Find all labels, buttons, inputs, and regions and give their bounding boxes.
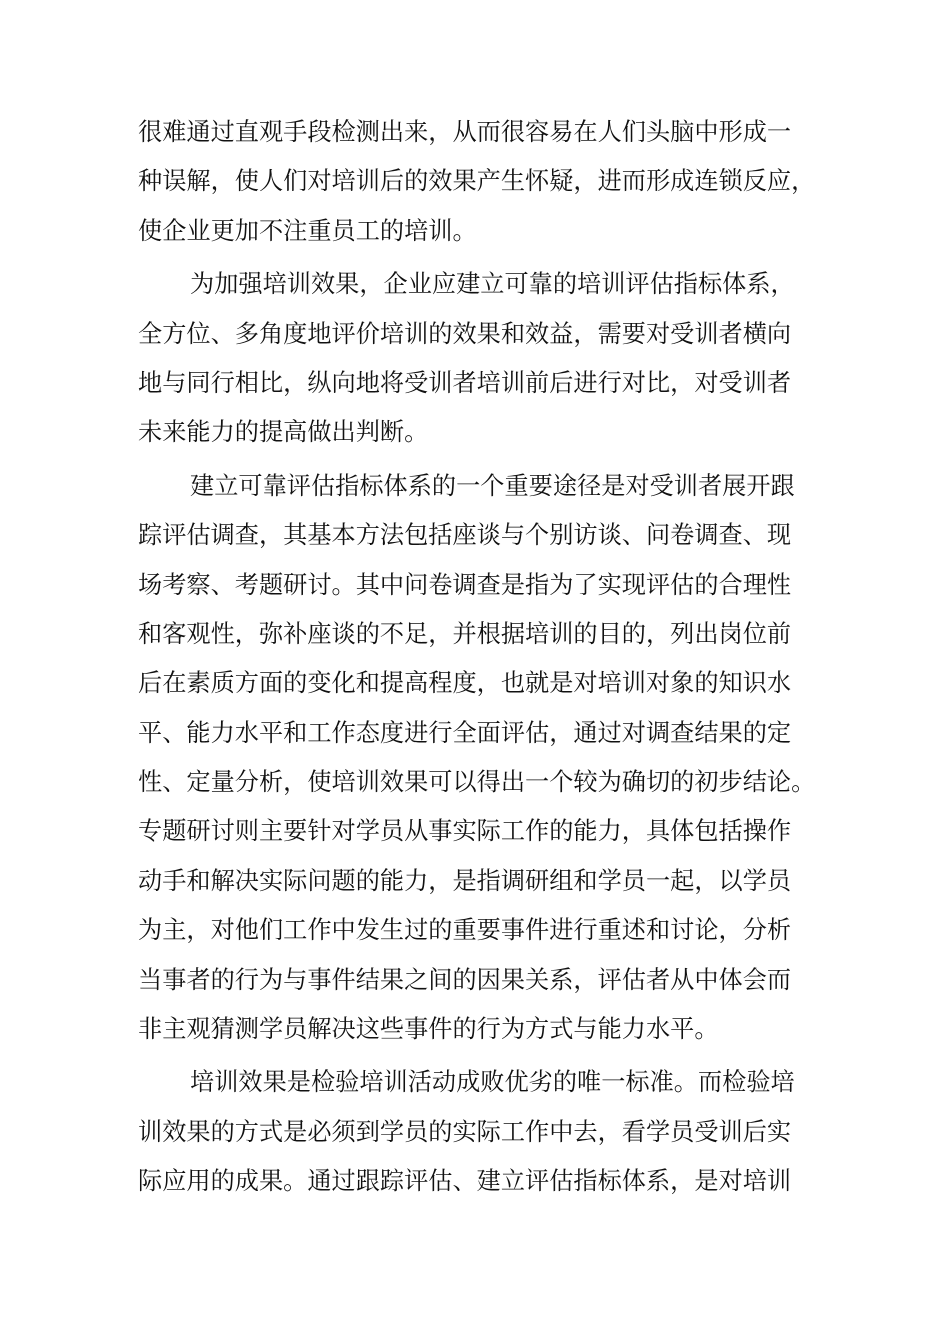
text-line: 踪评估调查，其基本方法包括座谈与个别访谈、问卷调查、现	[138, 521, 792, 550]
text-line: 平、能力水平和工作态度进行全面评估，通过对调查结果的定	[138, 718, 792, 747]
paragraph-first-line: 培训效果是检验培训活动成败优劣的唯一标准。而检验培	[190, 1068, 795, 1097]
text-line: 使企业更加不注重员工的培训。	[138, 216, 477, 245]
paragraph-first-line: 为加强培训效果，企业应建立可靠的培训评估指标体系，	[190, 270, 795, 299]
body-text	[138, 108, 838, 1207]
text-line: 为主，对他们工作中发生过的重要事件进行重述和讨论，分析	[138, 916, 792, 945]
text-line: 种误解，使人们对培训后的效果产生怀疑，进而形成连锁反应，	[138, 167, 816, 196]
text-line: 后在素质方面的变化和提高程度，也就是对培训对象的知识水	[138, 669, 792, 698]
text-line: 非主观猜测学员解决这些事件的行为方式与能力水平。	[138, 1015, 719, 1044]
text-line: 全方位、多角度地评价培训的效果和效益，需要对受训者横向	[138, 319, 792, 348]
text-line: 场考察、考题研讨。其中问卷调查是指为了实现评估的合理性	[138, 570, 792, 599]
text-line: 很难通过直观手段检测出来，从而很容易在人们头脑中形成一	[138, 118, 792, 146]
text-line: 地与同行相比，纵向地将受训者培训前后进行对比，对受训者	[138, 368, 792, 397]
paragraph-first-line: 建立可靠评估指标体系的一个重要途径是对受训者展开跟	[190, 471, 795, 500]
text-line: 当事者的行为与事件结果之间的因果关系，评估者从中体会而	[138, 965, 792, 994]
text-line: 和客观性，弥补座谈的不足，并根据培训的目的，列出岗位前	[138, 619, 792, 648]
text-line: 动手和解决实际问题的能力，是指调研组和学员一起，以学员	[138, 866, 792, 895]
text-line: 未来能力的提高做出判断。	[138, 418, 429, 447]
text-line: 性、定量分析，使培训效果可以得出一个较为确切的初步结论。	[138, 768, 816, 797]
text-line: 训效果的方式是必须到学员的实际工作中去，看学员受训后实	[138, 1117, 792, 1146]
text-line: 际应用的成果。通过跟踪评估、建立评估指标体系，是对培训	[138, 1167, 792, 1196]
text-line: 专题研讨则主要针对学员从事实际工作的能力，具体包括操作	[138, 817, 792, 846]
